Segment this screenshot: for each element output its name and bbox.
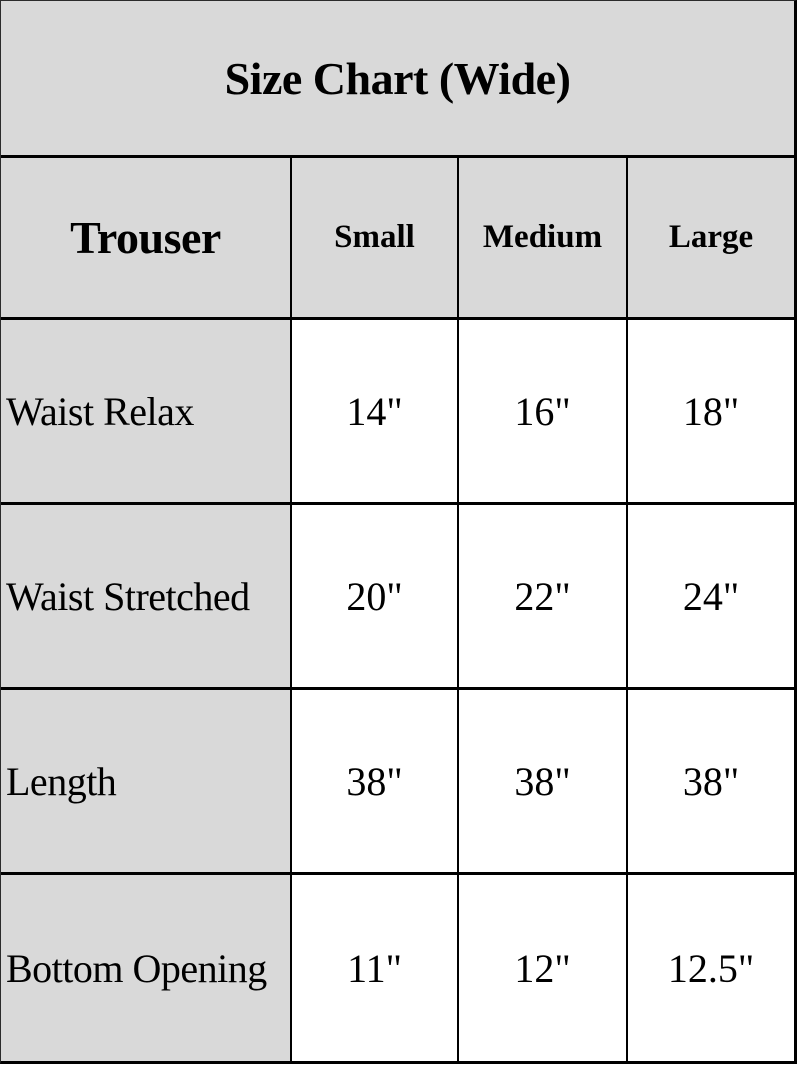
cell-waist-relax-large: 18" [628, 320, 794, 505]
cell-length-medium: 38" [459, 690, 628, 875]
row-label-waist-relax: Waist Relax [1, 320, 292, 505]
cell-waist-relax-small: 14" [292, 320, 459, 505]
column-header-small: Small [292, 158, 459, 320]
row-label-waist-stretched: Waist Stretched [1, 505, 292, 690]
row-label-length: Length [1, 690, 292, 875]
cell-length-small: 38" [292, 690, 459, 875]
cell-length-large: 38" [628, 690, 794, 875]
column-header-large: Large [628, 158, 794, 320]
cell-waist-stretched-small: 20" [292, 505, 459, 690]
cell-bottom-opening-small: 11" [292, 875, 459, 1061]
cell-waist-stretched-large: 24" [628, 505, 794, 690]
row-label-bottom-opening: Bottom Opening [1, 875, 292, 1061]
cell-waist-relax-medium: 16" [459, 320, 628, 505]
column-header-medium: Medium [459, 158, 628, 320]
column-header-trouser: Trouser [1, 158, 292, 320]
size-chart-title: Size Chart (Wide) [1, 1, 794, 158]
cell-bottom-opening-medium: 12" [459, 875, 628, 1061]
cell-waist-stretched-medium: 22" [459, 505, 628, 690]
cell-bottom-opening-large: 12.5" [628, 875, 794, 1061]
